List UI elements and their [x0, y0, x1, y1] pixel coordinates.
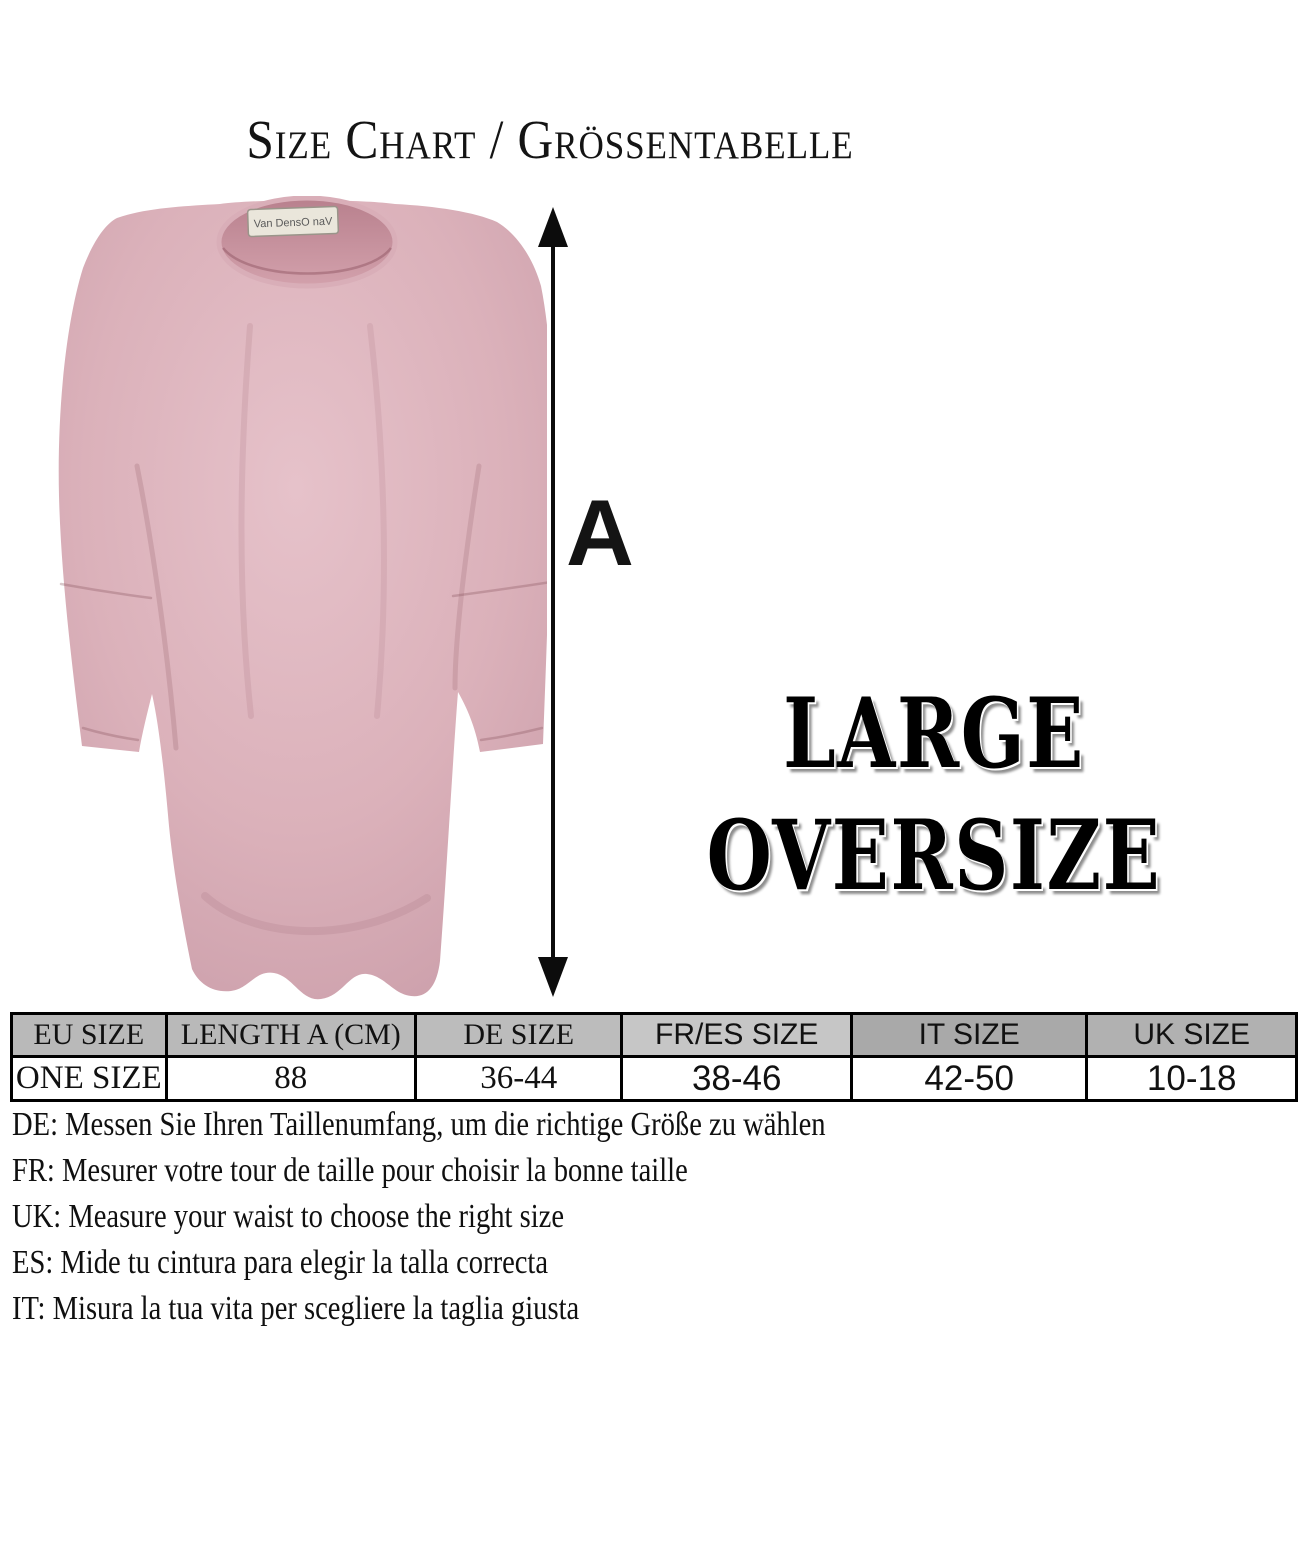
cell-length-a: 88	[166, 1057, 415, 1101]
cell-de-size: 36-44	[415, 1057, 621, 1101]
sizing-note-fr: FR: Mesurer votre tour de taille pour choisir la bonne taille	[12, 1152, 688, 1189]
sizing-note-it: IT: Misura la tua vita per scegliere la taglia giusta	[12, 1290, 580, 1327]
sizing-note-es: ES: Mide tu cintura para elegir la talla correcta	[12, 1244, 549, 1281]
cell-it-size: 42-50	[851, 1057, 1086, 1101]
badge-line-large: LARGE	[783, 677, 1085, 790]
cell-eu-size: ONE SIZE	[12, 1057, 167, 1101]
badge-line-oversize: OVERSIZE	[706, 799, 1162, 912]
header-uk-size: UK SIZE	[1087, 1014, 1297, 1057]
page-title: Size Chart / Grössentabelle	[246, 109, 854, 170]
sizing-note-uk: UK: Measure your waist to choose the right size	[12, 1198, 565, 1235]
size-table	[10, 1012, 1298, 1102]
sizing-note-de: DE: Messen Sie Ihren Taillenumfang, um die richtige Größe zu wählen	[12, 1106, 826, 1143]
size-table-row	[12, 1057, 1297, 1101]
cell-fr-es-size: 38-46	[622, 1057, 852, 1101]
size-table-header-row	[12, 1014, 1297, 1057]
garment-brand-label: Van DensO naV	[253, 215, 333, 231]
garment-photo	[55, 196, 547, 1006]
header-it-size: IT SIZE	[851, 1014, 1086, 1057]
arrow-line	[551, 238, 555, 966]
arrowhead-down-icon	[538, 957, 568, 997]
header-length-a: LENGTH A (CM)	[166, 1014, 415, 1057]
header-de-size: DE SIZE	[415, 1014, 621, 1057]
header-eu-size: EU SIZE	[12, 1014, 167, 1057]
header-fr-es-size: FR/ES SIZE	[622, 1014, 852, 1057]
garment-silhouette	[59, 200, 547, 999]
cell-uk-size: 10-18	[1087, 1057, 1297, 1101]
length-label-a: A	[566, 480, 634, 585]
sizing-notes	[12, 1102, 826, 1332]
